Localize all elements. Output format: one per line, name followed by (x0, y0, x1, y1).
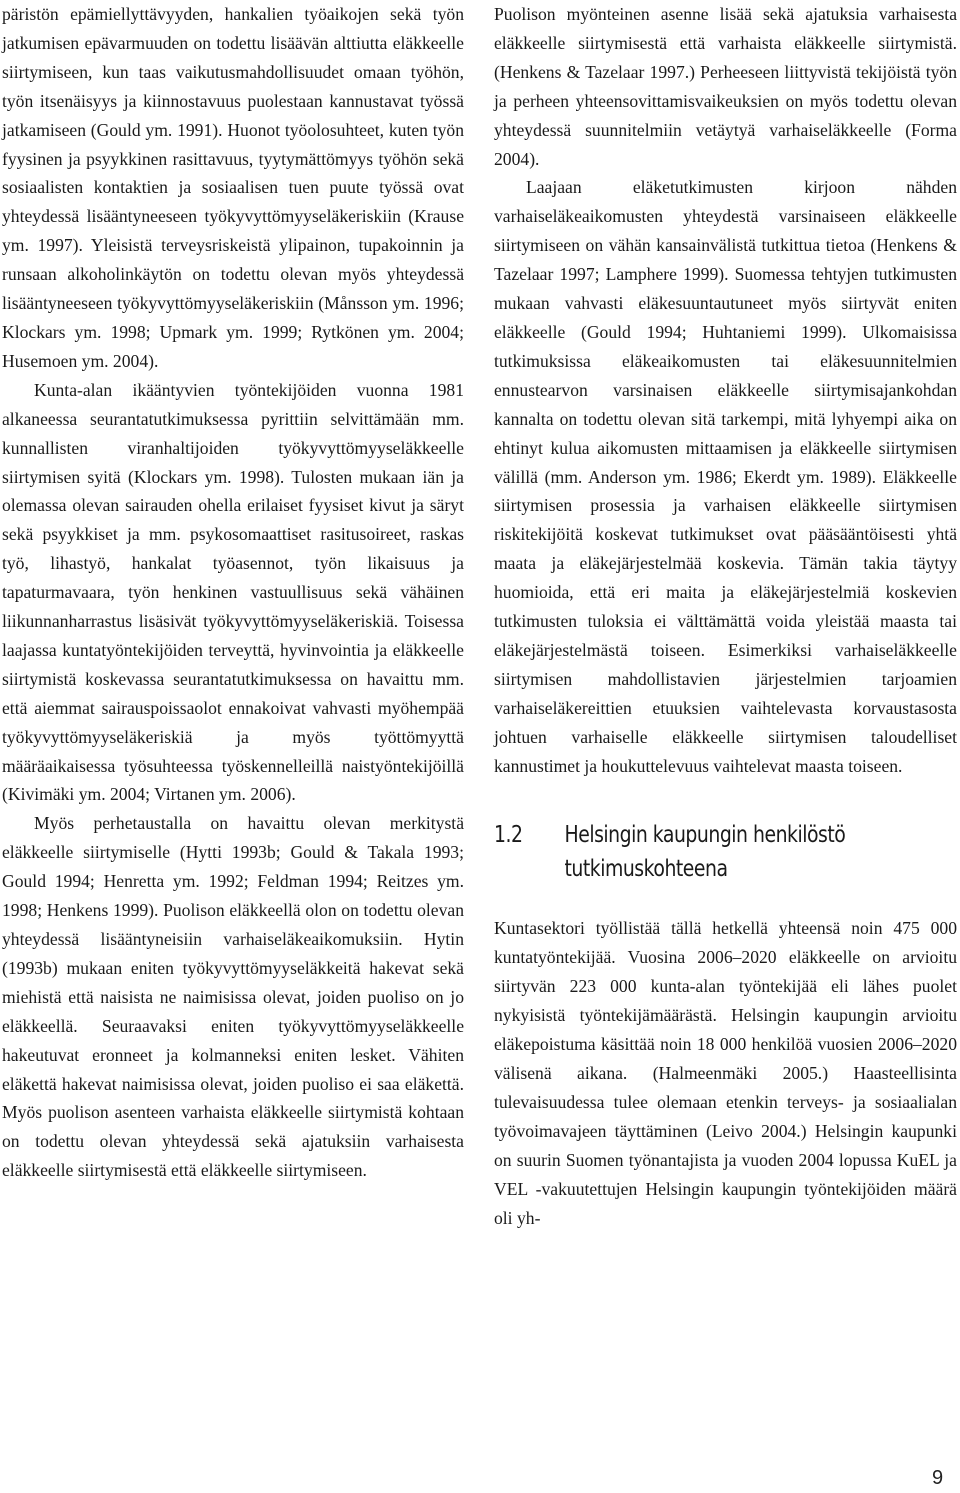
body-paragraph: päristön epämiellyttävyyden, hankalien työaikojen sekä työn jatkumisen epävarmuuden on todettu lisäävän alttiutta eläkkeelle siirtymiseen, kun taas vaikutusmahdollisuudet omaan työhön, työn itsenäisyys ja kiinnostavuus puolestaan kannustavat työssä jatkamiseen (Gould ym. 1991). Huonot työolosuhteet, kuten työn fyysinen ja psyykkinen rasittavuus, tyytymättömyys työhön sekä sosiaalisten kontaktien ja sosiaalisen tuen puute työssä ovat yhteydessä lisääntyneeseen työkyvyttömyyseläkeriskiin (Krause ym. 1997). Yleisistä terveysriskeistä ylipainon, tupakoinnin ja runsaan alkoholinkäytön on todettu olevan myös yhteydessä lisääntyneeseen työkyvyttömyyseläkeriskiin (Månsson ym. 1996; Klockars ym. 1998; Upmark ym. 1999; Rytkönen ym. 2004; Husemoen ym. 2004). (2, 4, 464, 371)
body-paragraph: Laajaan eläketutkimusten kirjoon nähden varhaiseläkeaikomusten yhteydestä varsinaiseen eläkkeelle siirtymiseen on vähän kansainvälistä tutkittua tietoa (Henkens & Tazelaar 1997; Lamphere 1999). Suomessa tehtyjen tutkimusten mukaan vahvasti eläkesuuntautuneet myös siirtyvät eniten eläkkeelle (Gould 1994; Huhtaniemi 1999). Ulkomaisissa tutkimuksissa eläkeaikomusten tai eläkesuunnitelmien ennustearvon varsinaisen eläkkeelle siirtymisajankohdan kannalta on todettu olevan sitä tarkempi, mitä lyhyempi aika on ehtinyt kulua aikomusten mittaamisen ja eläkkeelle siirtymisen välillä (mm. Anderson ym. 1986; Ekerdt ym. 1989). Eläkkeelle siirtymisen prosessia ja varhaisen eläkkeelle siirtymisen riskitekijöitä koskevat tutkimukset ovat pääsääntöisesti yhtä maata ja eläkejärjestelmää koskevia. Tämän takia täytyy huomioida, että eri maita ja eläkejärjestelmiä koskevien tutkimusten tuloksia ei välttämättä voida yleistää maasta tai eläkejärjestelmästä toiseen. Esimerkiksi varhaiseläkkeelle siirtymisen mahdollistavien järjestelmien tarjoamien varhaiseläkereittien etuuksien vaihtelevasta korvaustasosta johtuen varhaiselle eläkkeelle siirtymisen taloudelliset kannustimet ja houkuttelevuus vaihtelevat maasta toiseen. (494, 177, 957, 776)
right-column (494, 0, 957, 1232)
left-column (2, 0, 464, 1185)
body-paragraph: Puolison myönteinen asenne lisää sekä ajatuksia varhaisesta eläkkeelle siirtymisestä että varhaista eläkkeelle siirtymistä. (Henkens & Tazelaar 1997.) Perheeseen liittyvistä tekijöistä työn ja perheen yhteensovittamisvaikeuksien on myös todettu olevan yhteydessä suunnitelmiin vetäytyä varhaiseläkkeelle (Forma 2004). (494, 4, 957, 169)
section-heading (494, 818, 953, 886)
section-number: 1.2 (494, 822, 523, 849)
body-paragraph: Myös perhetaustalla on havaittu olevan merkitystä eläkkeelle siirtymiselle (Hytti 1993b; Gould & Takala 1993; Gould 1994; Henretta ym. 1992; Feldman 1994; Reitzes ym. 1998; Henkens 1999). Puolison eläkkeellä olon on todettu olevan yhteydessä lisääntyneisiin varhaiseläkeaikomuksiin. Hytin (1993b) mukaan eniten työkyvyttömyyseläkkeitä hakevat sekä miehistä että naisista ne naimisissa olevat, joiden puoliso on jo eläkkeellä. Seuraavaksi eniten työkyvyttömyyseläkkeelle hakeutuvat eronneet ja kolmanneksi eniten lesket. Vähiten eläkettä hakevat naimisissa olevat, joiden puoliso ei saa eläkettä. Myös puolison asenteen varhaista eläkkeelle siirtymistä kohtaan on todettu olevan yhteydessä sekä ajatuksiin varhaisesta eläkkeelle siirtymisestä että eläkkeelle siirtymiseen. (2, 813, 464, 1181)
page-number: 9 (932, 1467, 944, 1489)
body-paragraph: Kuntasektori työllistää tällä hetkellä yhteensä noin 475 000 kuntatyöntekijää. Vuosina 2006–2020 eläkkeelle on arvioitu siirtyvän 223 000 kunta-alan työntekijää eli lähes puolet nykyisistä työntekijämäärästä. Helsingin kaupungin arvioitu eläkepoistuma käsittää noin 18 000 henkilöä vuosien 2006–2020 välisenä aikana. (Halmeenmäki 2005.) Haasteellisinta tulevaisuudessa tulee olemaan etenkin terveys- ja sosiaalialan työvoimavajeen täyttäminen (Leivo 2004.) Helsingin kaupunki on suurin Suomen työnantajista ja vuoden 2004 lopussa KuEL ja VEL -vakuutettujen Helsingin kaupungin työntekijöiden määrä oli yh- (494, 918, 957, 1228)
body-paragraph: Kunta-alan ikääntyvien työntekijöiden vuonna 1981 alkaneessa seurantatutkimuksessa pyrittiin selvittämään mm. kunnallisten viranhaltijoiden työkyvyttömyyseläkkeelle siirtymisen syitä (Klockars ym. 1998). Tulosten mukaan iän ja olemassa olevan sairauden ohella erilaiset fyysiset kivut ja säryt sekä psyykkiset ja mm. psykosomaattiset rasitusoireet, raskas työ, lihastyö, hankalat työasennot, työn likaisuus ja tapaturmavaara, työn henkinen vastuullisuus sekä vähäinen liikunnanharrastus lisäsivät työkyvyttömyyseläkeriskiä. Toisessa laajassa kuntatyöntekijöiden terveyttä, hyvinvointia ja eläkkeelle siirtymistä koskevassa seurantatutkimuksessa on havaittu mm. että aiemmat sairauspoissaolot ennakoivat vahvasti myöhempää työkyvyttömyyseläkeriskiä ja myös työttömyyttä määräaikaisessa työsuhteessa työskennelleillä naistyöntekijöillä (Kivimäki ym. 2004; Virtanen ym. 2006). (2, 379, 464, 805)
section-title: Helsingin kaupungin henkilöstö tutkimuskohteena (564, 822, 846, 883)
